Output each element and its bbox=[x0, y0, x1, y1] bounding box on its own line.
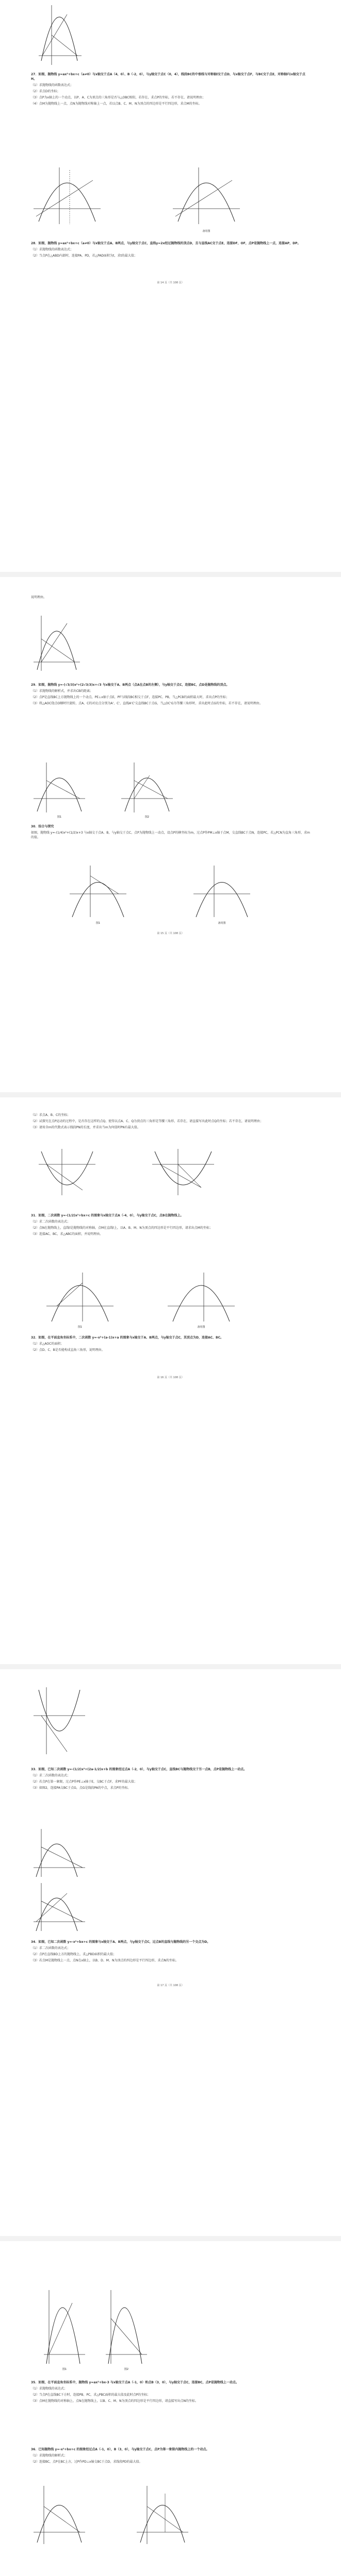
q34-sub-3: （3）若点M是抛物线上一点，点N在x轴上，以B、D、M、N为顶点的四边形是平行四边形，求点N的坐标。 bbox=[31, 1959, 178, 1962]
page-separator bbox=[0, 2236, 341, 2241]
page-separator bbox=[0, 1092, 341, 1097]
page-2-top-text bbox=[31, 595, 310, 601]
q30-sub-3: （3）请用含m的代数式表示线段PN的长度，并求出当m为何值时PN有最大值。 bbox=[31, 1126, 140, 1129]
page-4 bbox=[0, 1669, 341, 2236]
question-31 bbox=[31, 1213, 310, 1238]
q30-section: 30．综合与探究 bbox=[31, 825, 54, 828]
question-27 bbox=[31, 72, 310, 108]
q35-sub-3: （3）点M在抛物线的对称轴上，点N在抛物线上，以B、C、M、N为顶点的四边形是平行四边形，请直接写出点N的坐标。 bbox=[31, 2399, 198, 2403]
q30-sub-2: （2）试探究在点P运动的过程中，是否存在这样的点Q，使得以点A、C、Q为顶点的三角形是等腰三角形，若存在，请直接写出此时点Q的坐标；若不存在，请说明理由； bbox=[31, 1120, 263, 1123]
page-separator bbox=[0, 1664, 341, 1669]
q31-sub-1: （1）求二次函数的表达式； bbox=[31, 1220, 70, 1224]
q32-figure bbox=[31, 1685, 88, 1757]
q36-sub-2: （2）连接BC，点P在BC上方，过P作PD⊥x轴交BC于点D，求线段PD的最大值。 bbox=[31, 2460, 142, 2464]
q27-head: 27．如图，抛物线 y=ax²+bx+c（a≠0）与x轴交于点A（4，0）、B（-2，0），与y轴交于点C（0，4），线段BC的中垂线与对称轴l交于点D，与x轴交于点F，与BC交于点E，对称轴l与x轴交于点H。 bbox=[31, 73, 305, 81]
q31-head: 31．如图，二次函数 y=-(1/2)x²+bx+c 的图象与x轴交于点A（-4，0），与y轴交于点C，点B在抛物线上。 bbox=[31, 1214, 184, 1217]
q31-figure-2 bbox=[165, 1270, 237, 1324]
q33-figure-2 bbox=[31, 1880, 88, 1932]
q35-fig-label-2: 图2 bbox=[124, 2368, 129, 2371]
q34-figure-1 bbox=[41, 2287, 88, 2365]
page-3 bbox=[0, 1097, 341, 1664]
q35-sub-1: （1）求抛物线的表达式； bbox=[31, 2387, 67, 2391]
q28-sub-1: （1）求抛物线的函数表达式； bbox=[31, 248, 73, 251]
q33-sub-2: （2）若点P在第一象限，过点P作PE⊥x轴于E，交BC于点F，求PF的最大值； bbox=[31, 1780, 137, 1784]
q27-fig-caption: 备用图 bbox=[202, 230, 210, 233]
page-2 bbox=[0, 577, 341, 1092]
q28-head: 28．如图，抛物线 y=ax²+bx+c（a≠0）与x轴交于点A、B两点，与y轴交于点C，直线y=2x经过抛物线的顶点D，且与直线AC交于点E，连接DF，OF，点P是抛物线上一点，连接AP，DP。 bbox=[31, 242, 301, 245]
q30-fig-label-1: 图1 bbox=[95, 922, 101, 925]
page-2-continued: 说明理由。 bbox=[31, 596, 47, 599]
q27-sub-1: （1）求抛物线的函数表达式； bbox=[31, 83, 73, 87]
q29-head: 29．如图，抛物线 y=-(√3/3)x²+(2√3/3)x+√3 与x轴交于A、B两点（点A在点B的左侧），与y轴交于点C，连接BC，点D是抛物线的顶点。 bbox=[31, 683, 230, 687]
q36-figure-1 bbox=[31, 2483, 88, 2545]
q27-figure-2 bbox=[170, 165, 242, 227]
page-4-number: 第 17 页（共 108 页） bbox=[157, 1984, 184, 1987]
page-1-number: 第 14 页（共 108 页） bbox=[157, 281, 184, 284]
q30-figure-2 bbox=[191, 863, 253, 920]
q27-sub-4: （4）点M为抛物线上一点，点N为抛物线对称轴上一点，若以点B、C、M、N为顶点的四边形是平行四边形，求点M的坐标。 bbox=[31, 102, 202, 106]
q26-figure bbox=[36, 4, 83, 66]
q36-sub-1: （1）求抛物线的解析式； bbox=[31, 2454, 67, 2458]
q30-head: 如图，抛物线 y=-(1/4)x²+(1/2)x+3 与x轴交于点A、B，与y轴交于点C，点P为抛物线上一动点，设点P的横坐标为m，过点P作PM⊥x轴于点M，交直线BC于点N，连接PC，若△PCN为直角三角形，求m的值。 bbox=[31, 831, 310, 839]
q31-sub-2: （2）点N在抛物线上，直线l是抛物线的对称轴，点M在直线l上，以A、B、M、N为顶点的四边形是平行四边形，请求出点M的坐标； bbox=[31, 1226, 213, 1230]
question-33 bbox=[31, 1767, 310, 1792]
q34-sub-2: （2）点P在直线BD上方的抛物线上，求△PBD面积的最大值； bbox=[31, 1953, 117, 1956]
q34-sub-1: （1）求二次函数的表达式； bbox=[31, 1946, 70, 1950]
q35-head: 35．如图，在平面直角坐标系中，抛物线 y=ax²+bx-3 与x轴交于点A（-1，0）和点B（3，0），与y轴交于点C，连接BC，点P是抛物线上一动点。 bbox=[31, 2381, 239, 2384]
q27-sub-2: （2）求点D的坐标； bbox=[31, 90, 60, 93]
q35-fig-label-1: 图1 bbox=[62, 2368, 67, 2371]
page-5 bbox=[0, 2241, 341, 2576]
q29-sub-3: （3）将△AOC绕点O顺时针旋转，点A、C的对应点分别为A'、C'，直线A'C'交直线BC于点G，当△OC'G为等腰三角形时，求出此时点G的坐标，若不存在，请说明理由。 bbox=[31, 702, 263, 705]
q32-sub-1: （1）求△AOC的面积； bbox=[31, 1342, 64, 1346]
q31-fig-label-1: 图1 bbox=[77, 1326, 83, 1329]
page-1 bbox=[0, 0, 341, 572]
question-30 bbox=[31, 824, 310, 841]
q27-sub-3: （3）点P为x轴上的一个动点，以P、A、C为顶点的三角形是否与△OBC相似，若存在，求点P的坐标，若不存在，请说明理由； bbox=[31, 96, 206, 99]
q28-figure bbox=[31, 613, 83, 672]
q30-figure-1 bbox=[67, 863, 129, 920]
q29-sub-1: （1）求抛物线的解析式，并求出CB的距离； bbox=[31, 689, 93, 693]
q28-sub-2: （2）当点P在△ABD内部时，连接PA、PD，若△PAD面积为t，求t的最大值； bbox=[31, 254, 137, 258]
q36-figure-2 bbox=[134, 2483, 191, 2545]
page-separator bbox=[0, 572, 341, 577]
question-29 bbox=[31, 683, 310, 707]
page-3-number: 第 16 页（共 108 页） bbox=[157, 1376, 184, 1379]
page-2-number: 第 15 页（共 108 页） bbox=[157, 932, 184, 935]
q29-figure-2 bbox=[119, 760, 175, 814]
q32-sub-2: （2）点D、C、B是否能构成直角三角形，说明理由。 bbox=[31, 1348, 105, 1352]
q34-figure-2 bbox=[103, 2287, 150, 2365]
q30-fig-label-2: 备用图 bbox=[218, 922, 226, 925]
q29-sub-2: （2）点P是直线BC上方抛物线上的一个动点，PE⊥x轴于点E，PF与线段BC相交于点F，连接PC、PB，当△PCB的面积最大时，求出点P的坐标； bbox=[31, 696, 230, 699]
q36-head: 36．已知抛物线 y=-x²+bx+c 的图象经过点A（-1，0），B（3，0），与y轴交于点C，点P为第一象限内抛物线上的一个动点。 bbox=[31, 2448, 209, 2451]
question-34 bbox=[31, 1940, 310, 1964]
question-32 bbox=[31, 1335, 310, 1354]
q30-sub-1: （1）求点A、B、C的坐标； bbox=[31, 1113, 71, 1117]
question-30-continued bbox=[31, 1113, 310, 1131]
q31-sub-3: （3）连接AC，BC，求△ABC的面积，并说明理由。 bbox=[31, 1232, 103, 1236]
q33-sub-3: （3）如图2，连接PA交BC于点G，点G是线段PA的中点，求点P的坐标。 bbox=[31, 1786, 131, 1790]
q30-extra-figure-2 bbox=[150, 1146, 217, 1198]
question-28 bbox=[31, 241, 310, 260]
question-35 bbox=[31, 2380, 310, 2405]
q32-head: 32．如图，在平面直角坐标系中，二次函数 y=-x²+(a-1)x+a 的图象与x轴交于A、B两点，与y轴交于点C，其顶点为D，连接AC、BC。 bbox=[31, 1336, 224, 1340]
q33-head: 33．如图，已知二次函数 y=-(1/2)x²+(2a-1/2)x+b 的图象经过点A（-2，0），与y轴交于点C，直线BC与抛物线交于另一点B，点P是抛物线上一动点。 bbox=[31, 1768, 247, 1771]
question-36 bbox=[31, 2447, 310, 2466]
q29-fig-label-2: 图2 bbox=[144, 816, 150, 819]
q29-figure-1 bbox=[31, 760, 88, 814]
q31-figure-1 bbox=[44, 1270, 116, 1324]
q35-sub-2: （2）当点P在直线BC下方时，连接PB、PC，求△PBC面积的最大值及此时点P的坐标； bbox=[31, 2393, 151, 2397]
q33-figure-1 bbox=[31, 1826, 88, 1878]
q30-extra-figure-1 bbox=[36, 1146, 98, 1198]
q33-sub-1: （1）求二次函数的表达式； bbox=[31, 1774, 70, 1777]
q34-head: 34．如图，已知二次函数 y=-x²+bx+c 的图象与x轴交于A、B两点，与y轴交于点C，过点B的直线与抛物线的另一个交点为D。 bbox=[31, 1940, 210, 1944]
q29-fig-label-1: 图1 bbox=[57, 816, 62, 819]
q27-figure-1 bbox=[31, 165, 103, 227]
q31-fig-label-2: 备用图 bbox=[197, 1326, 205, 1329]
